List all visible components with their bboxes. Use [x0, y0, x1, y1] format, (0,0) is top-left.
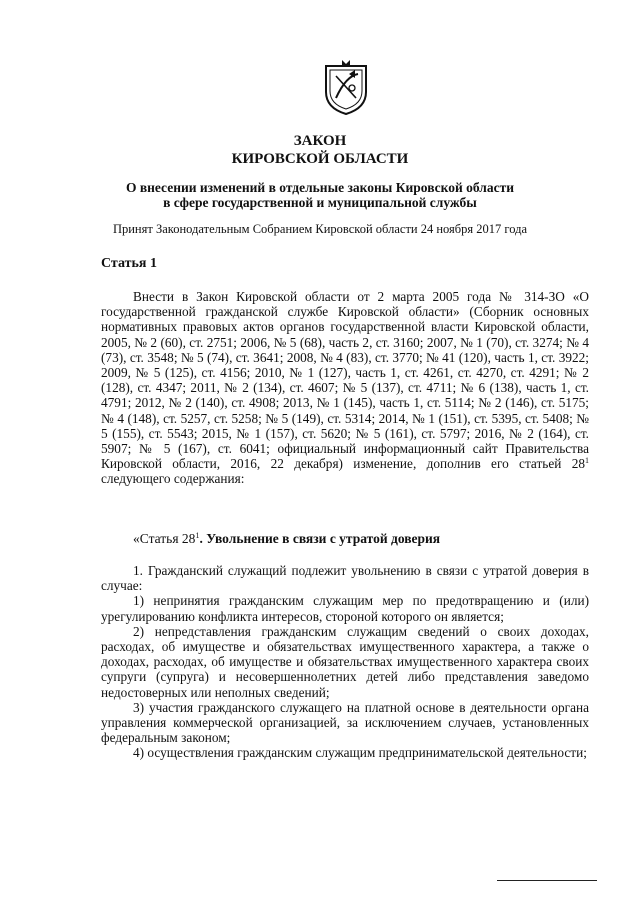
list-item: 3) участия гражданского служащего на платной основе в деятельности органа управления коммерческой организацией, за исключением случаев, установленных федеральным законом;	[101, 699, 589, 746]
article-text-main: Внести в Закон Кировской области от 2 марта 2005 года № 314-ЗО «О государственной гражданской службе Кировской области» (Сборник основных нормативных правовых актов органов государственной власти Кировской области, 2005, № 2 (60), ст. 2751; 2006, № 5 (68), часть 2, ст. 3160; 2007, № 1 (70), ст. 3274; № 4 (73), ст. 3548; № 5 (74), ст. 3641; 2008, № 4 (83), ст. 3770; № 41 (120), часть 1, ст. 3922; 2009, № 5 (125), ст. 4156; 2010, № 1 (127), часть 1, ст. 4261, ст. 4270, ст. 4291; № 2 (128), ст. 4347; 2011, № 2 (134), ст. 4607; № 5 (137), ст. 4711; № 6 (138), часть 1, ст. 4791; 2012, № 2 (140), ст. 4908; 2013, № 1 (145), часть 1, ст. 5114; № 2 (146), ст. 5175; № 4 (148), ст. 5257, ст. 5258; № 5 (149), ст. 5314; 2014, № 1 (151), ст. 5395, ст. 5408; № 5 (155), ст. 5543; 2015, № 1 (157), ст. 5620; № 5 (161), ст. 5797; 2016, № 2 (164), ст. 5907; № 5 (167), ст. 6041; официальный информационный сайт Правительства Кировской области, 2016, 22 декабря) изменение, дополнив его статьей 28	[101, 289, 589, 472]
list-item: 2) непредставления гражданским служащим сведений о своих доходах, расходах, об имуществе и обязательствах имущественного характера, а также о доходах, расходах, об имуществе и обязательствах имущественного характера своих супруги (супруга) и несовершеннолетних детей либо представления заведомо недостоверных или неполных сведений;	[101, 623, 589, 700]
footer-rule	[497, 880, 597, 881]
new-article-heading	[133, 531, 440, 547]
article-text	[101, 289, 589, 487]
article-text-tail: следующего содержания:	[101, 471, 245, 487]
law-title	[0, 132, 640, 168]
law-title-line2: КИРОВСКОЙ ОБЛАСТИ	[231, 151, 409, 167]
article-heading: Статья 1	[101, 256, 157, 271]
law-subject-line1: О внесении изменений в отдельные законы Кировской области	[125, 180, 515, 195]
article-paragraph	[101, 289, 589, 487]
list-item: 1) непринятия гражданским служащим мер по предотвращению и (или) урегулированию конфликта интересов, стороной которого он является;	[101, 593, 589, 624]
law-subject	[0, 180, 640, 210]
new-article-title: . Увольнение в связи с утратой доверия	[199, 531, 441, 546]
coat-of-arms-icon	[322, 58, 370, 116]
law-title-line1: ЗАКОН	[293, 133, 347, 149]
superscript: 1	[585, 456, 589, 466]
superscript: 1	[195, 531, 200, 540]
adoption-note: Принят Законодательным Собранием Кировской области 24 ноября 2017 года	[112, 222, 528, 236]
law-subject-line2: в сфере государственной и муниципальной службы	[163, 195, 477, 210]
new-article-prefix: «Статья 28	[133, 531, 196, 546]
article-items	[101, 563, 589, 761]
list-item: 4) осуществления гражданским служащим предпринимательской деятельности;	[133, 745, 587, 761]
list-item: 1. Гражданский служащий подлежит увольнению в связи с утратой доверия в случае:	[101, 563, 589, 594]
